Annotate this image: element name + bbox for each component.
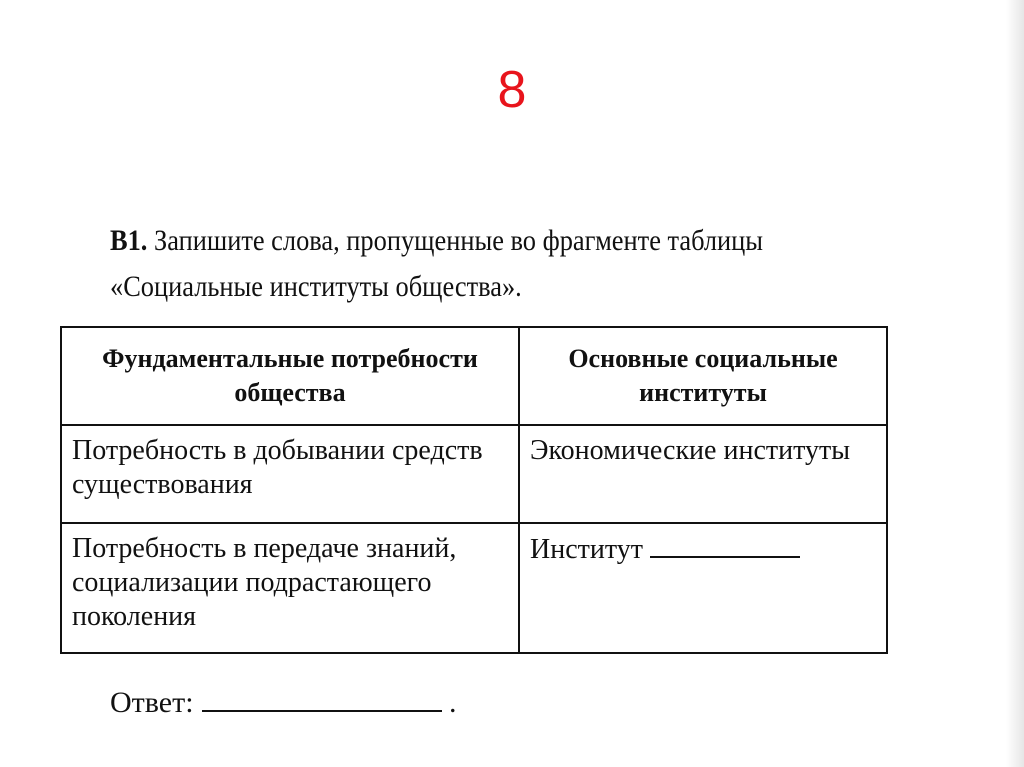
task-body: Запишите слова, пропущенные во фрагменте таблицы «Социальные институты общества».	[110, 224, 764, 303]
table-row	[61, 523, 887, 653]
table-header-row	[61, 327, 887, 425]
header-institutions: Основные социальные институты	[519, 327, 887, 425]
blank-line	[650, 532, 800, 558]
header-needs: Фундаментальные потребности общества	[61, 327, 519, 425]
task-text	[110, 218, 893, 310]
task-label: B1.	[110, 224, 148, 257]
answer-label: Ответ:	[110, 686, 194, 719]
cell-institution: Институт	[530, 534, 643, 565]
cell-need: Потребность в добывании средств существования	[61, 425, 519, 523]
cell-institution: Экономические институты	[519, 425, 887, 523]
institutions-table	[60, 326, 888, 654]
cell-need: Потребность в передаче знаний, социализации подрастающего поколения	[61, 523, 519, 653]
answer-end: .	[449, 686, 457, 719]
answer-line	[110, 686, 457, 720]
slide-number: 8	[497, 61, 527, 119]
table-row	[61, 425, 887, 523]
cell-institution-blank	[519, 523, 887, 653]
answer-blank	[202, 686, 442, 712]
